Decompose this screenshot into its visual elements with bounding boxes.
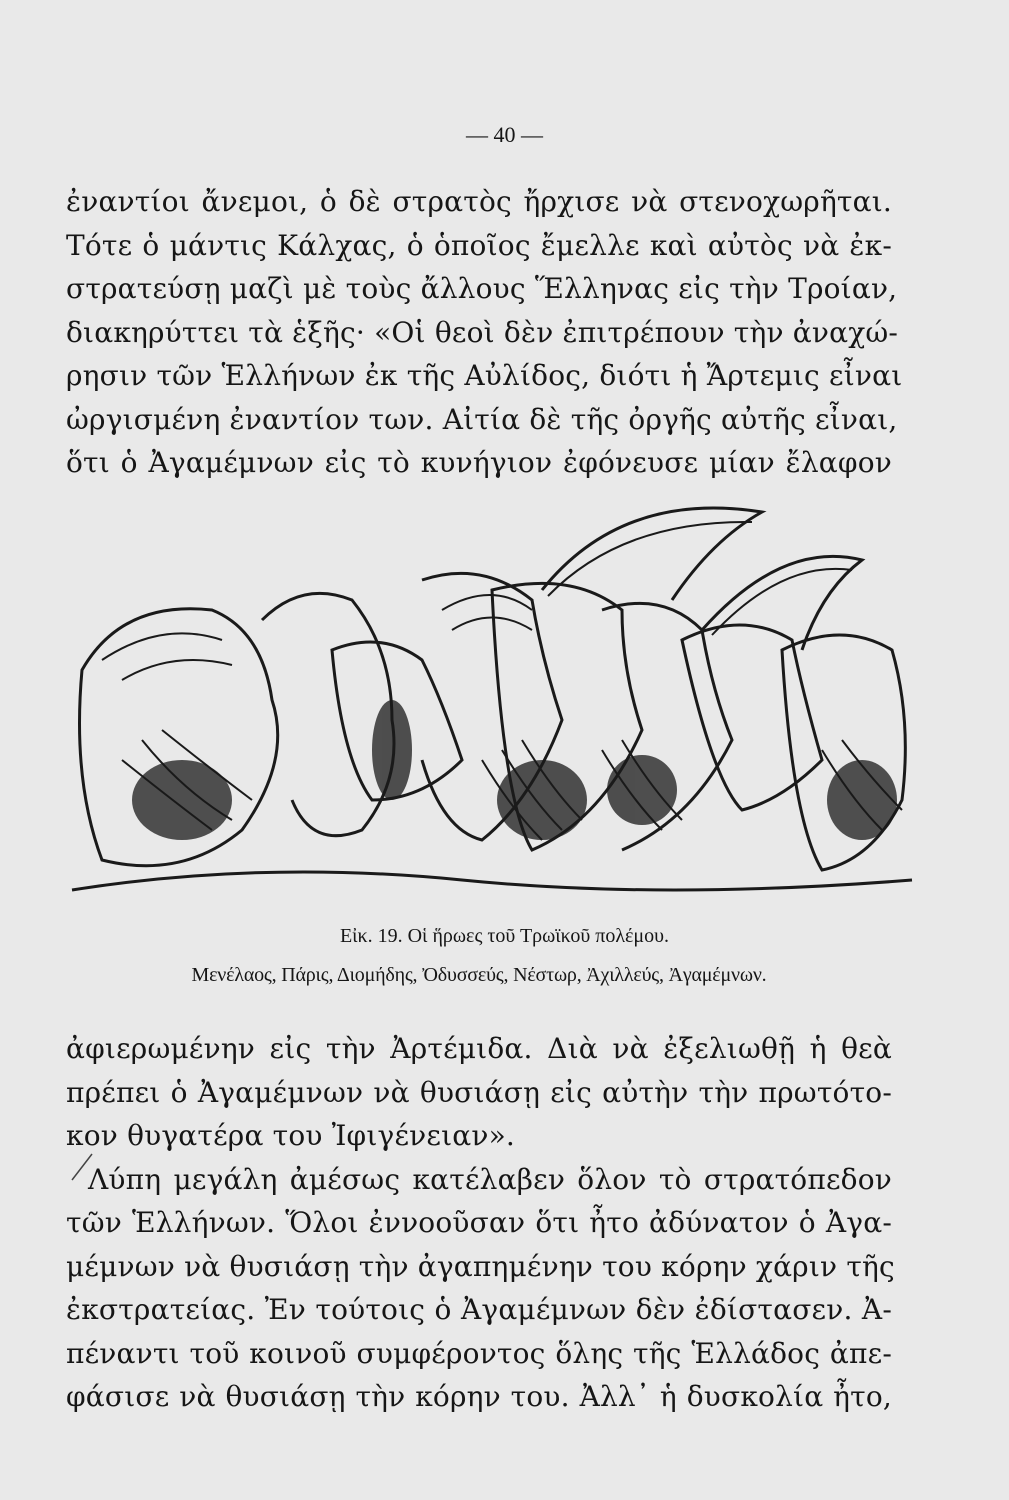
figure-caption: Εἰκ. 19. Οἱ ἥρωες τοῦ Τρωϊκοῦ πολέμου. [339, 925, 670, 947]
text-line: μέμνων νὰ θυσιάσῃ τὴν ἀγαπημένην του κόρην χάριν τῆς [66, 1249, 895, 1283]
text-line: Λύπη μεγάλη ἀμέσως κατέλαβεν ὅλον τὸ στρατόπεδον [88, 1162, 892, 1196]
text-line: πέναντι τοῦ κοινοῦ συμφέροντος ὅλης τῆς Ἑλλάδος ἀπε- [66, 1336, 892, 1370]
text-line: ὅτι ὁ Ἀγαμέμνων εἰς τὸ κυνήγιον ἐφόνευσε μίαν ἔλαφον [66, 446, 892, 479]
text-line: στρατεύσῃ μαζὶ μὲ τοὺς ἄλλους Ἕλληνας εἰς τὴν Τροίαν, [66, 272, 898, 305]
text-line: ρησιν τῶν Ἑλλήνων ἐκ τῆς Αὐλίδος, διότι ἡ Ἄρτεμις εἶναι [66, 359, 903, 392]
text-line: ἐκστρατείας. Ἐν τούτοις ὁ Ἀγαμέμνων δὲν ἐδίστασεν. Ἀ- [66, 1293, 892, 1326]
heroes-illustration [62, 500, 924, 920]
text-line: ἀφιερωμένην εἰς τὴν Ἀρτέμιδα. Διὰ νὰ ἐξελιωθῇ ἡ θεὰ [66, 1032, 892, 1065]
text-line: διακηρύττει τὰ ἑξῆς· «Οἱ θεοὶ δὲν ἐπιτρέπουν τὴν ἀναχώ- [66, 315, 899, 349]
text-line: κον θυγατέρα του Ἰφιγένειαν». [66, 1119, 516, 1152]
text-line: ὠργισμένη ἐναντίον των. Αἰτία δὲ τῆς ὀργῆς αὐτῆς εἶναι, [66, 402, 898, 436]
text-line: Τότε ὁ μάντις Κάλχας, ὁ ὁποῖος ἔμελλε καὶ αὐτὸς νὰ ἐκ- [66, 228, 892, 262]
text-line: πρέπει ὁ Ἀγαμέμνων νὰ θυσιάσῃ εἰς αὐτὴν τὴν πρωτότο- [66, 1075, 892, 1109]
page-number: — 40 — [466, 122, 543, 147]
text-line: φάσισε νὰ θυσιάσῃ τὴν κόρην του. Ἀλλ᾽ ἡ δυσκολία ἦτο, [66, 1380, 892, 1413]
text-line: τῶν Ἑλλήνων. Ὅλοι ἐννοοῦσαν ὅτι ἦτο ἀδύνατον ὁ Ἀγα- [66, 1206, 892, 1239]
paragraph-top [66, 180, 903, 485]
paragraph-bottom [66, 1027, 895, 1419]
figure-names: Μενέλαος, Πάρις, Διομήδης, Ὀδυσσεύς, Νέστωρ, Ἀχιλλεύς, Ἀγαμέμνων. [191, 964, 767, 986]
text-line: ἐναντίοι ἄνεμοι, ὁ δὲ στρατὸς ἤρχισε νὰ στενοχωρῆται. [66, 185, 892, 218]
